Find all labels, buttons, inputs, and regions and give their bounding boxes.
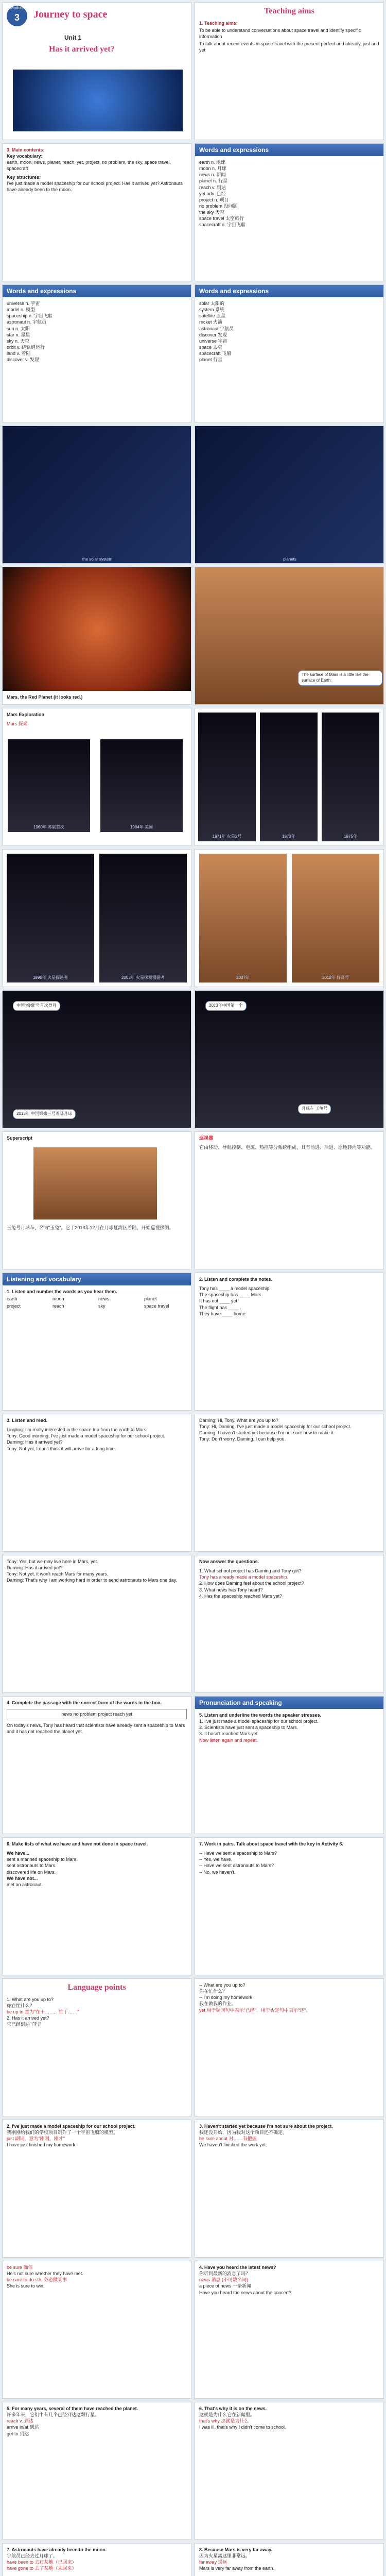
word: astronaut n. 宇航员 bbox=[7, 319, 47, 325]
language-line: I was ill, that's why I didn't come to school. bbox=[199, 2425, 286, 2430]
pronunciation-heading: Pronunciation and speaking bbox=[195, 1697, 383, 1709]
language-line: reach v. 到达 bbox=[7, 2418, 33, 2424]
vocab-word: moon bbox=[52, 1296, 64, 1302]
word: rocket 火箭 bbox=[199, 319, 223, 325]
language-line: 许多年来，它们中有几个已经到达这颗行星。 bbox=[7, 2412, 100, 2418]
language-line: 1. What are you up to? bbox=[7, 1996, 54, 2002]
exploration-year-9: 2012年 好奇号 bbox=[322, 975, 349, 980]
slide-make-lists bbox=[2, 1837, 191, 1975]
language-line: 这就是为什么它在新闻里。 bbox=[199, 2412, 255, 2418]
lists-heading: 6. Make lists of what we have and have not done in space travel. bbox=[7, 1841, 148, 1846]
language-line: 你在忙什么？ bbox=[199, 1989, 227, 1994]
slide-exploration-3 bbox=[2, 849, 191, 987]
unit-subtitle: Has it arrived yet? bbox=[49, 45, 115, 54]
dialogue-line: Tony: Good morning, I've just made a model spaceship for our school project. bbox=[7, 1433, 165, 1439]
language-line: far away 遥远 bbox=[199, 2560, 227, 2565]
key-vocab-text: earth, moon, news, planet, reach, yet, project, no problem, the sky, space travel, spacecraft bbox=[7, 160, 171, 172]
word-row bbox=[7, 1303, 187, 1309]
key-vocab-label: Key vocabulary: bbox=[7, 154, 43, 159]
superscript-heading: Superscript bbox=[7, 1136, 33, 1141]
language-line: -- What are you up to? bbox=[199, 1982, 245, 1988]
slide-mars-exploration bbox=[2, 708, 191, 846]
word: spacecraft n. 宇宙飞船 bbox=[199, 222, 246, 228]
slide-aims bbox=[195, 2, 384, 140]
slide-dialogue-1 bbox=[2, 1414, 191, 1552]
vocab-word: earth bbox=[7, 1296, 17, 1302]
solar-system-caption: the solar system bbox=[82, 557, 113, 562]
exploration-year-4: 1973年 bbox=[282, 834, 295, 839]
word-row bbox=[7, 1296, 187, 1302]
pronunciation-line: 1. I've just made a model spaceship for our school project. bbox=[199, 1719, 319, 1724]
language-line: 2. Has it arrived yet? bbox=[7, 2015, 49, 2021]
exploration-year-2: 1964年 美国 bbox=[130, 825, 153, 830]
language-line: be sure to do sth. 务必做某事 bbox=[7, 2277, 67, 2283]
slide-listen-notes bbox=[195, 1273, 384, 1411]
passage-text: On today's news, Tony has heard that scientists have already sent a spaceship to Mars and it has not reached the planet yet. bbox=[7, 1723, 185, 1735]
slide-words-2 bbox=[2, 284, 191, 422]
exploration-image-1 bbox=[8, 739, 90, 832]
word: solar 太阳的 bbox=[199, 301, 225, 306]
list-item: discovered life on Mars. bbox=[7, 1869, 56, 1875]
slide-dialogue-2 bbox=[195, 1414, 384, 1552]
pronunciation-note: Now listen again and repeat. bbox=[199, 1737, 258, 1743]
pair-line: -- Have we sent a spaceship to Mars? bbox=[199, 1851, 277, 1856]
solar-system-image bbox=[3, 426, 191, 564]
dialogue-line: Tony: Not yet, it won't reach Mars for many years. bbox=[7, 1571, 109, 1577]
word: space 太空 bbox=[199, 344, 222, 350]
aims-title: 1. Teaching aims: bbox=[199, 20, 238, 26]
rover-image bbox=[33, 1147, 157, 1219]
yutu-caption-2: 月球车 玉兔号 bbox=[298, 1104, 331, 1114]
slide-rover-info bbox=[195, 1131, 384, 1269]
aims-heading: Teaching aims bbox=[264, 7, 314, 15]
language-line: 5. For many years, several of them have reached the planet. bbox=[7, 2406, 138, 2411]
word: yet adv. 已经 bbox=[199, 191, 226, 196]
slide-main-contents bbox=[2, 143, 191, 281]
word: project n. 项目 bbox=[199, 197, 229, 202]
unit-label: Unit 1 bbox=[64, 34, 82, 41]
slide-lang-9 bbox=[2, 2543, 191, 2576]
mars-surface-caption: The surface of Mars is a little like the surface of Earth. bbox=[298, 670, 382, 686]
language-line: that's why 那就是为什么 bbox=[199, 2418, 249, 2424]
slide-lang-8 bbox=[195, 2402, 384, 2540]
language-line: 我还没开始，因为我对这个项目还不确定。 bbox=[199, 2130, 288, 2136]
pronunciation-question: 5. Listen and underline the words the speaker stresses. bbox=[199, 1713, 322, 1718]
language-line: 3. Haven't started yet because I'm not sure about the project. bbox=[199, 2124, 333, 2129]
language-line: -- I'm doing my homework. bbox=[199, 1995, 254, 2001]
earth-image bbox=[13, 70, 183, 131]
slide-mars-surface bbox=[195, 567, 384, 705]
pronunciation-line: 2. Scientists have just sent a spaceship to Mars. bbox=[199, 1725, 299, 1731]
exploration-image-6 bbox=[7, 854, 94, 982]
word: sun n. 太阳 bbox=[7, 326, 30, 331]
exploration-image-7 bbox=[99, 854, 187, 982]
words-heading: Words and expressions bbox=[3, 285, 191, 297]
listening-question: 1. Listen and number the words as you hear them. bbox=[7, 1289, 117, 1294]
language-line: 6. That's why it is on the news. bbox=[199, 2406, 267, 2411]
list-item: sent astronauts to Mars. bbox=[7, 1863, 57, 1869]
key-structures-text: I've just made a model spaceship for our school project. Has it arrived yet? Astronauts have already been to the moon. bbox=[7, 180, 183, 192]
dialogue-line: Tony: Don't worry, Daming. I can help you. bbox=[199, 1436, 286, 1442]
word: moon n. 月球 bbox=[199, 166, 227, 172]
language-line: have been to 去过某地（已回来） bbox=[7, 2560, 77, 2565]
slide-exploration-2 bbox=[195, 708, 384, 846]
listening-heading: Listening and vocabulary bbox=[3, 1273, 191, 1285]
key-structures-label: Key structures: bbox=[7, 174, 41, 180]
question: 4. Has the spaceship reached Mars yet? bbox=[199, 1593, 283, 1599]
vocab-word: sky bbox=[98, 1303, 106, 1309]
yutu-caption-1: 2013年中国第一个 bbox=[205, 1001, 247, 1011]
exploration-heading: Mars Exploration bbox=[7, 712, 45, 717]
slide-questions bbox=[195, 1555, 384, 1693]
vocab-word: news bbox=[98, 1296, 110, 1302]
slide-yutu bbox=[195, 990, 384, 1128]
slide-mars bbox=[2, 567, 191, 705]
language-line: 7. Astronauts have already been to the moon. bbox=[7, 2547, 107, 2552]
yutu-image bbox=[195, 991, 384, 1128]
exploration-image-3 bbox=[198, 713, 256, 841]
module-label: Module bbox=[10, 6, 24, 10]
list-item: met an astronaut. bbox=[7, 1882, 43, 1887]
aim-one: To be able to understand conversations about space travel and identify specific information bbox=[199, 27, 361, 39]
language-line: Have you heard the news about the concert? bbox=[199, 2290, 292, 2295]
language-line: get to 到达 bbox=[7, 2431, 29, 2436]
exploration-image-4 bbox=[260, 713, 318, 841]
slide-lang-10 bbox=[195, 2543, 384, 2576]
word: spacecraft 飞船 bbox=[199, 351, 232, 357]
exploration-year-1: 1960年 苏联首次 bbox=[33, 825, 65, 830]
china-moon-image bbox=[3, 991, 191, 1128]
passage-heading: 4. Complete the passage with the correct form of the words in the box. bbox=[7, 1700, 162, 1705]
planets-caption: planets bbox=[283, 557, 296, 562]
slide-planets bbox=[195, 426, 384, 564]
vocab-word: project bbox=[7, 1303, 21, 1309]
word: spaceship n. 宇宙飞船 bbox=[7, 313, 53, 319]
slide-title bbox=[2, 2, 191, 140]
language-line: be up to 意为"在干……，忙于……" bbox=[7, 2009, 79, 2014]
language-line: She is sure to win. bbox=[7, 2283, 45, 2289]
vocab-word: space travel bbox=[144, 1303, 169, 1309]
list-label: We have not... bbox=[7, 1875, 38, 1881]
slide-dialogue-3 bbox=[2, 1555, 191, 1693]
dialogue-line: Daming: I haven't started yet because I'm not sure how to make it. bbox=[199, 1430, 335, 1436]
language-line: We haven't finished the work yet. bbox=[199, 2142, 267, 2148]
exploration-year-3: 1971年 火星2号 bbox=[212, 834, 242, 839]
word: news n. 新闻 bbox=[199, 172, 226, 178]
word: sky n. 天空 bbox=[7, 338, 30, 344]
word: orbit v. 绕轨道运行 bbox=[7, 344, 45, 350]
exploration-image-5 bbox=[322, 713, 379, 841]
slide-lang-3 bbox=[2, 2120, 191, 2258]
language-line: He's not sure whether they have met. bbox=[7, 2271, 83, 2277]
slide-superscript bbox=[2, 1131, 191, 1269]
aim-two: To talk about recent events in space travel with the present perfect and already, just and yet bbox=[199, 41, 379, 53]
pair-line: -- Yes, we have. bbox=[199, 1857, 233, 1862]
slide-lang-5 bbox=[2, 2261, 191, 2399]
language-line: 我刚刚给我们的学校项目制作了一个宇宙飞船的模型。 bbox=[7, 2130, 118, 2136]
language-heading: Language points bbox=[67, 1983, 126, 1992]
language-line: Mars is very far away from the earth. bbox=[199, 2566, 275, 2571]
word: earth n. 地球 bbox=[199, 160, 226, 165]
dialogue-line: Lingling: I'm really interested in the space trip from the earth to Mars. bbox=[7, 1427, 148, 1433]
module-number: 3 bbox=[14, 12, 20, 23]
list-label: We have... bbox=[7, 1851, 29, 1856]
dialogue-heading: 3. Listen and read. bbox=[7, 1418, 48, 1423]
language-line: 2. I've just made a model spaceship for our school project. bbox=[7, 2124, 136, 2129]
dialogue-line: Tony: Yes, but we may live here in Mars, yet. bbox=[7, 1559, 98, 1564]
slide-words-3 bbox=[195, 284, 384, 422]
slide-exploration-4 bbox=[195, 849, 384, 987]
mars-caption: Mars, the Red Planet (it looks red.) bbox=[7, 694, 83, 700]
word: the sky 天空 bbox=[199, 210, 225, 215]
pronunciation-line: 3. It hasn't reached Mars yet. bbox=[199, 1731, 259, 1737]
word: star n. 星星 bbox=[7, 332, 30, 337]
dialogue-line: Daming: Has it arrived yet? bbox=[7, 1439, 63, 1445]
word: universe 宇宙 bbox=[199, 338, 227, 344]
word: planet n. 行星 bbox=[199, 178, 228, 184]
list-item: sent a manned spaceship to Mars. bbox=[7, 1857, 78, 1862]
language-line: 你听到最新的消息了吗？ bbox=[199, 2271, 251, 2277]
word: space travel 太空旅行 bbox=[199, 216, 244, 222]
slide-lang-2 bbox=[195, 1978, 384, 2116]
word: satellite 卫星 bbox=[199, 313, 226, 319]
language-line: have gone to 去了某地（未回来） bbox=[7, 2566, 77, 2571]
note-line: Tony has ____ a model spaceship. bbox=[199, 1286, 271, 1292]
language-line: be sure 确信 bbox=[7, 2265, 33, 2270]
slide-words-1 bbox=[195, 143, 384, 281]
word: system 系统 bbox=[199, 307, 225, 313]
word: astronaut 宇航员 bbox=[199, 326, 234, 331]
slide-china-moon bbox=[2, 990, 191, 1128]
slide-complete-passage bbox=[2, 1696, 191, 1834]
language-line: 8. Because Mars is very far away. bbox=[199, 2547, 272, 2552]
word: land v. 着陆 bbox=[7, 351, 31, 357]
rover-info-heading: 巡视器 bbox=[199, 1136, 214, 1141]
slide-lang-7 bbox=[2, 2402, 191, 2540]
language-line: news 消息 (不可数名词) bbox=[199, 2277, 249, 2283]
language-line: I have just finished my homework. bbox=[7, 2142, 77, 2148]
language-line: a piece of news 一条新闻 bbox=[199, 2283, 252, 2289]
language-line: just 副词，意为"刚刚，刚才" bbox=[7, 2136, 65, 2142]
exploration-image-2 bbox=[100, 739, 183, 832]
slide-solar-system bbox=[2, 426, 191, 564]
language-line: 你在忙什么？ bbox=[7, 2003, 35, 2008]
pair-line: -- No, we haven't. bbox=[199, 1869, 236, 1875]
note-line: The flight has ____ . bbox=[199, 1304, 241, 1310]
language-line: arrive in/at 到达 bbox=[7, 2425, 39, 2430]
slide-pronunciation bbox=[195, 1696, 384, 1834]
word: discover v. 发现 bbox=[7, 357, 39, 363]
question: 2. How does Daming feel about the school project? bbox=[199, 1581, 304, 1586]
slide-title-text: Journey to space bbox=[33, 9, 108, 20]
questions-heading: Now answer the questions. bbox=[199, 1559, 259, 1564]
language-line: 我在做我的作业。 bbox=[199, 2001, 237, 2007]
language-line: 因为火星离这里非常远。 bbox=[199, 2553, 251, 2559]
exploration-year-8: 2007年 bbox=[236, 975, 250, 980]
exploration-sub: Mars 探索 bbox=[7, 721, 28, 727]
question: 3. What news has Tony heard? bbox=[199, 1587, 263, 1592]
note-line: They have ____ home. bbox=[199, 1311, 247, 1316]
exploration-year-6: 1996年 火星探路者 bbox=[32, 975, 68, 980]
slide-listening-vocab bbox=[2, 1273, 191, 1411]
vocab-word: planet bbox=[144, 1296, 157, 1302]
china-moon-caption-1: 中国"嫦娥"号首次登月 bbox=[13, 1001, 60, 1011]
exploration-year-7: 2003年 火星探测漫游者 bbox=[121, 975, 165, 980]
language-line: 宇航员已经去过月球了。 bbox=[7, 2553, 58, 2559]
slide-pair-work bbox=[195, 1837, 384, 1975]
rover-info-text: 它由移动、导航控制、电源、热控等分系统组成，具有前进、后退、原地转向等功能。 bbox=[199, 1145, 376, 1150]
pair-line: -- Have we sent astronauts to Mars? bbox=[199, 1863, 274, 1869]
vocab-word: reach bbox=[52, 1303, 64, 1309]
word: reach v. 到达 bbox=[199, 184, 226, 190]
language-line: 它已经到达了吗？ bbox=[7, 2022, 44, 2027]
module-badge bbox=[7, 6, 27, 26]
dialogue-line: Daming: Hi, Tony. What are you up to? bbox=[199, 1418, 278, 1423]
planets-image bbox=[195, 426, 384, 564]
main-contents-heading: 3. Main contents: bbox=[7, 147, 45, 152]
word: model n. 模型 bbox=[7, 307, 36, 313]
note-line: It has not ____ yet. bbox=[199, 1298, 239, 1304]
dialogue-line: Daming: That's why I am working hard in order to send astronauts to Mars one day. bbox=[7, 1578, 178, 1583]
exploration-image-9 bbox=[292, 854, 379, 982]
dialogue-line: Daming: Has it arrived yet? bbox=[7, 1565, 63, 1571]
dialogue-line: Tony: Not yet, I don't think it will arrive for a long time. bbox=[7, 1446, 116, 1451]
word-box: news no problem project reach yet bbox=[7, 1709, 187, 1719]
language-line: be sure about 对……有把握 bbox=[199, 2136, 257, 2142]
word: discover 发现 bbox=[199, 332, 227, 337]
language-line: yet 用于疑问句中表示"已经"，用于否定句中表示"还"。 bbox=[199, 2007, 311, 2013]
note-line: The spaceship has ____ Mars. bbox=[199, 1292, 263, 1298]
mars-image bbox=[3, 567, 191, 691]
notes-heading: 2. Listen and complete the notes. bbox=[199, 1277, 273, 1282]
question: 1. What school project has Daming and Tony got? bbox=[199, 1568, 302, 1574]
superscript-text: 玉兔号月球车，名为"玉兔"。它于2013年12月在月球虹湾区着陆，开始巡视探测。 bbox=[7, 1225, 174, 1230]
word: planet 行星 bbox=[199, 357, 223, 363]
slide-lang-4 bbox=[195, 2120, 384, 2258]
word: no problem 没问题 bbox=[199, 203, 238, 209]
exploration-image-8 bbox=[199, 854, 287, 982]
exploration-year-5: 1975年 bbox=[344, 834, 357, 839]
slide-language-points bbox=[2, 1978, 191, 2116]
answer: Tony has already made a model spaceship. bbox=[199, 1574, 289, 1580]
words-heading: Words and expressions bbox=[195, 144, 383, 156]
pair-heading: 7. Work in pairs. Talk about space travel with the key in Activity 6. bbox=[199, 1841, 343, 1846]
china-moon-caption-2: 2013年 中国嫦娥三号着陆月球 bbox=[13, 1109, 76, 1119]
words-heading: Words and expressions bbox=[195, 285, 383, 297]
slide-lang-6 bbox=[195, 2261, 384, 2399]
dialogue-line: Tony: Hi, Daming. I've just made a model spaceship for our school project. bbox=[199, 1424, 352, 1430]
word: universe n. 宇宙 bbox=[7, 301, 40, 306]
language-line: 4. Have you heard the latest news? bbox=[199, 2265, 276, 2270]
